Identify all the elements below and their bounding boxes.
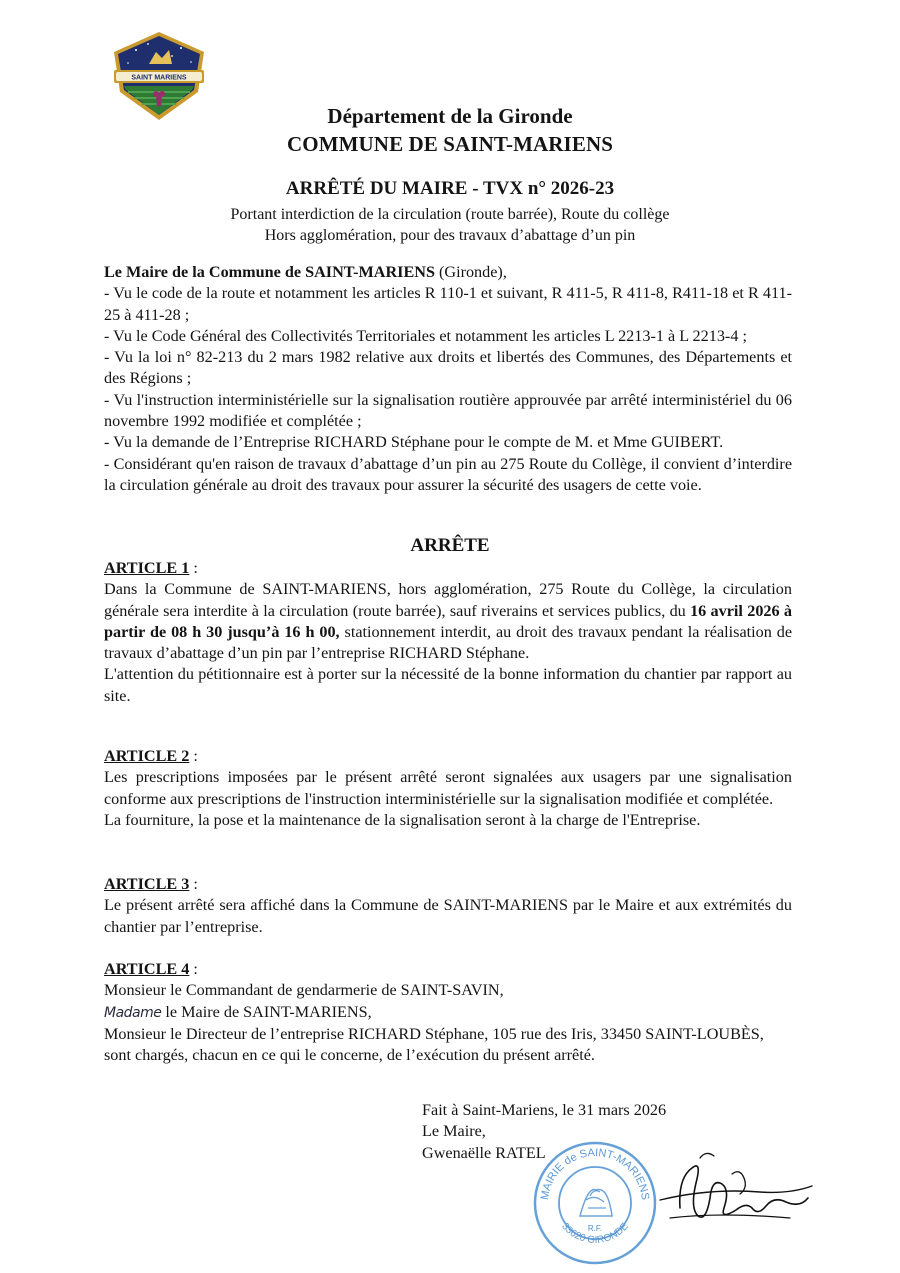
article-2-colon: : xyxy=(189,747,198,765)
mayor-bold: Le Maire de la Commune de SAINT-MARIENS xyxy=(104,263,435,281)
article-1-text-b: stationnement interdit, au droit des travaux pendant la réalisation de travaux d’abattage d’un pin par l’entreprise RICHARD Stéphane. xyxy=(104,622,793,663)
handwritten-signature xyxy=(640,1138,815,1238)
article-1-label: ARTICLE 1 xyxy=(104,559,190,577)
considerant: - Considérant qu'en raison de travaux d’abattage d’un pin au 275 Route du Collège, il convient d’interdire la circulation générale au droit des travaux pour assurer la sécurité des usagers de cette voie. xyxy=(104,454,792,494)
article-4-execution: sont chargés, chacun en ce qui le concerne, de l’exécution du présent arrêté. xyxy=(104,1046,595,1065)
arrete-subtitle-line2: Hors agglomération, pour des travaux d’abattage d’un pin xyxy=(264,227,636,244)
handwritten-madame: Madame xyxy=(104,1004,162,1021)
article-1-colon: : xyxy=(189,559,198,577)
article-4-gendarmerie: Monsieur le Commandant de gendarmerie de SAINT-SAVIN, xyxy=(104,981,504,1000)
article-3-colon: : xyxy=(189,875,198,893)
article-1-dates: 16 avril 2026 à partir de 08 h 30 jusqu’à 16 h 00, xyxy=(104,601,792,641)
place-date: Fait à Saint-Mariens, le 31 mars 2026 xyxy=(422,1101,667,1119)
signatory-name: Gwenaëlle RATEL xyxy=(422,1143,546,1162)
article-4-maire xyxy=(104,1002,792,1024)
svg-text:MAIRIE de SAINT-MARIENS xyxy=(539,1147,651,1201)
vu-code-route: - Vu le code de la route et notamment les articles R 110-1 et suivant, R 411-5, R 411-8, R411-18 et R 411-25 à 411-28 ; xyxy=(104,284,792,324)
article-1-text-a: Dans la Commune de SAINT-MARIENS, hors agglomération, 275 Route du Collège, la circulation générale sera interdite à la circulation (route barrée), sauf riverains et services publics, du xyxy=(104,580,792,620)
article-1-text xyxy=(104,579,792,664)
article-3-label: ARTICLE 3 xyxy=(104,875,190,893)
vu-demande: - Vu la demande de l’Entreprise RICHARD Stéphane pour le compte de M. et Mme GUIBERT. xyxy=(104,433,724,452)
article-1-attention: L'attention du pétitionnaire est à porter sur la nécessité de la bonne information du chantier par rapport au site. xyxy=(104,665,792,705)
article-3-text: Le présent arrêté sera affiché dans la Commune de SAINT-MARIENS par le Maire et aux extrémités du chantier par l’entreprise. xyxy=(104,896,792,936)
stamp-center-text: R.F. xyxy=(587,1224,603,1233)
arrete-subtitle-line1: Portant interdiction de la circulation (route barrée), Route du collège xyxy=(230,206,670,223)
article-2-text-a: Les prescriptions imposées par le présent arrêté seront signalées aux usagers par une signalisation conforme aux prescriptions de l'instruction interministérielle sur la signalisation modifiée et complétée. xyxy=(104,768,792,808)
department-title: Département de la Gironde xyxy=(327,104,573,128)
vu-instruction: - Vu l'instruction interministérielle sur la signalisation routière approuvée par arrêté interministériel du 06 novembre 1992 modifiée et complétée ; xyxy=(104,390,792,431)
vu-loi-1982: - Vu la loi n° 82-213 du 2 mars 1982 relative aux droits et libertés des Communes, des Départements et des Régions ; xyxy=(104,348,792,388)
arrete-number-title: ARRÊTÉ DU MAIRE - TVX n° 2026-23 xyxy=(285,178,615,199)
mayor-rest: (Gironde), xyxy=(434,263,507,281)
vu-cgct: - Vu le Code Général des Collectivités Territoriales et notamment les articles L 2213-1 à L 2213-4 ; xyxy=(104,326,747,345)
article-2-label: ARTICLE 2 xyxy=(104,747,190,765)
article-4 xyxy=(104,959,792,1066)
logo-text: SAINT MARIENS xyxy=(131,74,187,82)
article-4-entreprise: Monsieur le Directeur de l’entreprise RICHARD Stéphane, 105 rue des Iris, 33450 SAINT-LOUBÈS, xyxy=(104,1024,764,1043)
preamble xyxy=(104,262,792,496)
article-4-label: ARTICLE 4 xyxy=(104,960,190,978)
article-4-colon: : xyxy=(189,960,198,978)
stamp-top-text: MAIRIE de SAINT-MARIENS xyxy=(538,1146,651,1201)
mayor-line xyxy=(104,262,792,283)
stamp-bottom-text: 33620 GIRONDE xyxy=(559,1221,631,1247)
article-1 xyxy=(104,558,792,707)
signatory-role: Le Maire, xyxy=(422,1122,486,1141)
article-3 xyxy=(104,874,792,938)
article-2-text-b: La fourniture, la pose et la maintenance de la signalisation seront à la charge de l'Entreprise. xyxy=(104,810,701,829)
commune-title: COMMUNE DE SAINT-MARIENS xyxy=(287,132,613,156)
article-2 xyxy=(104,746,792,831)
arrete-heading: ARRÊTE xyxy=(410,535,490,556)
article-4-maire-rest: le Maire de SAINT-MARIENS, xyxy=(161,1002,372,1021)
